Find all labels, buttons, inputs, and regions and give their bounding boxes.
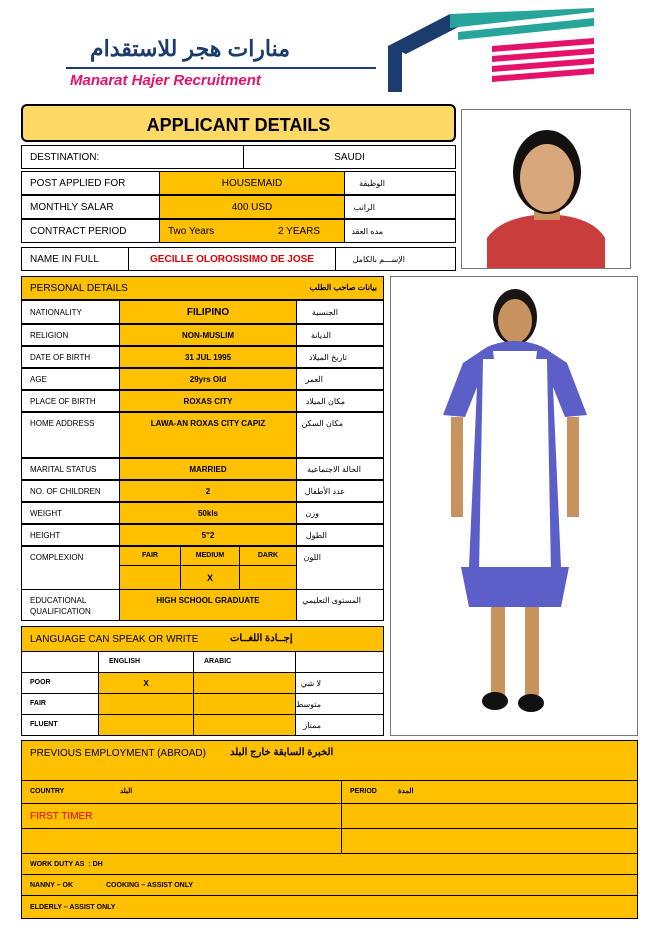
table-row: NATIONALITY [21,300,120,324]
table-row [193,693,296,715]
table-row: LAWA-AN ROXAS CITY CAPIZ [119,412,297,458]
table-row: DATE OF BIRTH [21,346,120,368]
table-row: الحالة الاجتماعية [296,458,384,480]
contract-label-cell: CONTRACT PERIOD [21,219,160,243]
table-row: PLACE OF BIRTH [21,390,120,412]
employment-header: PREVIOUS EMPLOYMENT (ABROAD) الخبرة السابقة خارج البلد [21,740,638,781]
applicant-full-body-photo [390,276,638,736]
table-row: وزن [296,502,384,524]
table-row: الديانة [296,324,384,346]
table-row: 5"2 [119,524,297,546]
table-row: AGE [21,368,120,390]
table-row: HEIGHT [21,524,120,546]
table-row [341,828,638,854]
table-row: مكان الميلاد [296,390,384,412]
post-value-cell: HOUSEMAID [159,171,345,195]
table-row: FLUENT [21,714,99,736]
complexion-dark-header: DARK [239,546,297,566]
post-arabic-cell: الوظيفة [344,171,456,195]
company-logo [60,8,600,96]
logo-english-name: Manarat Hajer Recruitment [70,72,261,89]
salary-arabic-cell: الراتب [344,195,456,219]
table-row: لا شي [295,672,384,694]
table-row [193,672,296,694]
complexion-medium-header: MEDIUM [180,546,240,566]
logo-arabic-name: منارات هجر للاستقدام [90,36,291,61]
personal-details-header: PERSONAL DETAILS بيانات صاحب الطلب [21,276,384,300]
table-row: 31 JUL 1995 [119,346,297,368]
complexion-fair-mark [119,565,181,590]
contract-value-cell: Two Years 2 YEARS [159,219,345,243]
table-row: RELIGION [21,324,120,346]
table-row [98,693,194,715]
logo-divider [66,67,376,69]
table-row: NO. OF CHILDREN [21,480,120,502]
table-row: ROXAS CITY [119,390,297,412]
complexion-arabic-cell: اللون [296,546,384,590]
table-row: X [98,672,194,694]
complexion-label-cell: COMPLEXION [21,546,120,590]
table-row [21,828,342,854]
table-row [341,803,638,829]
table-row: عدد الأطفال [296,480,384,502]
salary-label-cell: MONTHLY SALAR [21,195,160,219]
language-column-arabic: ARABIC [193,651,296,673]
education-value-cell: HIGH SCHOOL GRADUATE [119,589,297,621]
nanny-cooking-row: NANNY – OK COOKING – ASSIST ONLY [21,874,638,896]
employment-country-header: COUNTRY البلد [21,780,342,804]
table-row: NON-MUSLIM [119,324,297,346]
post-label-cell: POST APPLIED FOR [21,171,160,195]
page-title: APPLICANT DETAILS [21,104,456,142]
contract-arabic-cell: مده العقد [344,219,456,243]
table-row: POOR [21,672,99,694]
table-row: FIRST TIMER [21,803,342,829]
table-row: الطول [296,524,384,546]
complexion-dark-mark [239,565,297,590]
table-row: MARRIED [119,458,297,480]
language-corner-cell [21,651,99,673]
complexion-fair-header: FAIR [119,546,181,566]
table-row: تاريخ الميلاد [296,346,384,368]
table-row: 2 [119,480,297,502]
name-value-cell: GECILLE OLOROSISIMO DE JOSE [128,247,336,271]
salary-value-cell: 400 USD [159,195,345,219]
table-row [98,714,194,736]
table-row: متوسط [295,693,384,715]
logo-house-icon [388,8,598,94]
table-row: FAIR [21,693,99,715]
name-arabic-cell: الإســـم بالكامل [335,247,456,271]
education-arabic-cell: المستوى التعليمي [296,589,384,621]
education-label-cell: EDUCATIONAL QUALIFICATION [21,589,120,621]
table-row [193,714,296,736]
table-row: HOME ADDRESS [21,412,120,458]
table-row: MARITAL STATUS [21,458,120,480]
applicant-portrait [461,109,631,269]
language-header: LANGUAGE CAN SPEAK OR WRITE إجــادة اللغــات [21,626,384,652]
language-column-english: ENGLISH [98,651,194,673]
table-row: الجنسية [296,300,384,324]
language-corner-cell [295,651,384,673]
employment-period-header: PERIOD المدة [341,780,638,804]
table-row: مكان السكن [296,412,384,458]
table-row: 29yrs Old [119,368,297,390]
elderly-row: ELDERLY – ASSIST ONLY [21,895,638,919]
complexion-medium-mark: X [180,565,240,590]
name-label-cell: NAME IN FULL [21,247,129,271]
table-row: FILIPINO [119,300,297,324]
table-row: WEIGHT [21,502,120,524]
destination-value-cell: SAUDI [243,145,456,169]
destination-label-cell: DESTINATION: [21,145,244,169]
table-row: العمر [296,368,384,390]
table-row: ممتاز [295,714,384,736]
table-row: 50kls [119,502,297,524]
work-duty-row: WORK DUTY AS : DH [21,853,638,875]
